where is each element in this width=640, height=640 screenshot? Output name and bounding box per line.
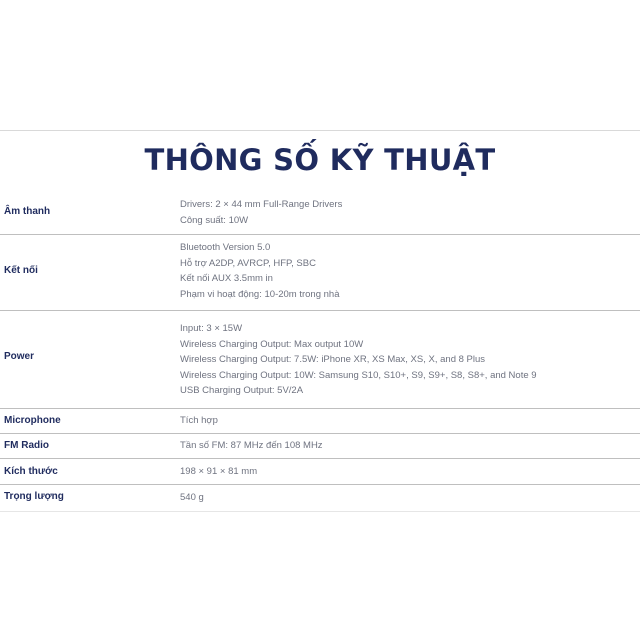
spec-value: Wireless Charging Output: 10W: Samsung S10, S10+, S9, S9+, S8, S8+, and Note 9 xyxy=(180,369,537,381)
spec-label: FM Radio xyxy=(4,440,49,451)
spec-values xyxy=(180,197,342,228)
spec-values xyxy=(180,321,537,399)
spec-value: Drivers: 2 × 44 mm Full-Range Drivers xyxy=(180,199,343,210)
spec-label: Âm thanh xyxy=(4,206,51,217)
spec-value: Tần số FM: 87 MHz đến 108 MHz xyxy=(180,440,323,451)
spec-row-weight xyxy=(0,485,640,511)
spec-value: 198 × 91 × 81 mm xyxy=(180,466,258,477)
spec-label: Power xyxy=(4,351,35,362)
spec-row-fm-radio xyxy=(0,434,640,459)
spec-value: Wireless Charging Output: Max output 10W xyxy=(180,338,364,350)
spec-values xyxy=(180,240,340,302)
spec-label: Trọng lượng xyxy=(4,491,64,502)
spec-value: Input: 3 × 15W xyxy=(180,323,243,334)
page-title: THÔNG SỐ KỸ THUẬT xyxy=(144,143,496,177)
spec-label: Microphone xyxy=(4,415,61,426)
spec-row-audio xyxy=(0,193,640,235)
spec-row-connectivity xyxy=(0,235,640,311)
spec-value: Bluetooth Version 5.0 xyxy=(180,242,271,253)
spec-value: Tích hợp xyxy=(180,415,218,426)
spec-value: Hỗ trợ A2DP, AVRCP, HFP, SBC xyxy=(180,257,316,269)
spec-values xyxy=(180,413,218,429)
spec-values xyxy=(180,438,323,454)
spec-values xyxy=(180,490,204,506)
spec-sheet xyxy=(0,130,640,512)
spec-value: Phạm vi hoạt động: 10-20m trong nhà xyxy=(180,288,340,300)
spec-value: USB Charging Output: 5V/2A xyxy=(180,385,304,396)
spec-value: Kết nối AUX 3.5mm in xyxy=(180,273,273,284)
spec-label: Kết nối xyxy=(4,265,38,276)
spec-row-dimensions xyxy=(0,459,640,485)
spec-value: Công suất: 10W xyxy=(180,214,249,226)
spec-value: Wireless Charging Output: 7.5W: iPhone XR, XS Max, XS, X, and 8 Plus xyxy=(180,354,486,365)
spec-label: Kích thước xyxy=(4,466,58,477)
spec-values xyxy=(180,464,257,480)
spec-row-microphone xyxy=(0,409,640,434)
spec-row-power xyxy=(0,311,640,409)
spec-value: 540 g xyxy=(180,492,204,503)
